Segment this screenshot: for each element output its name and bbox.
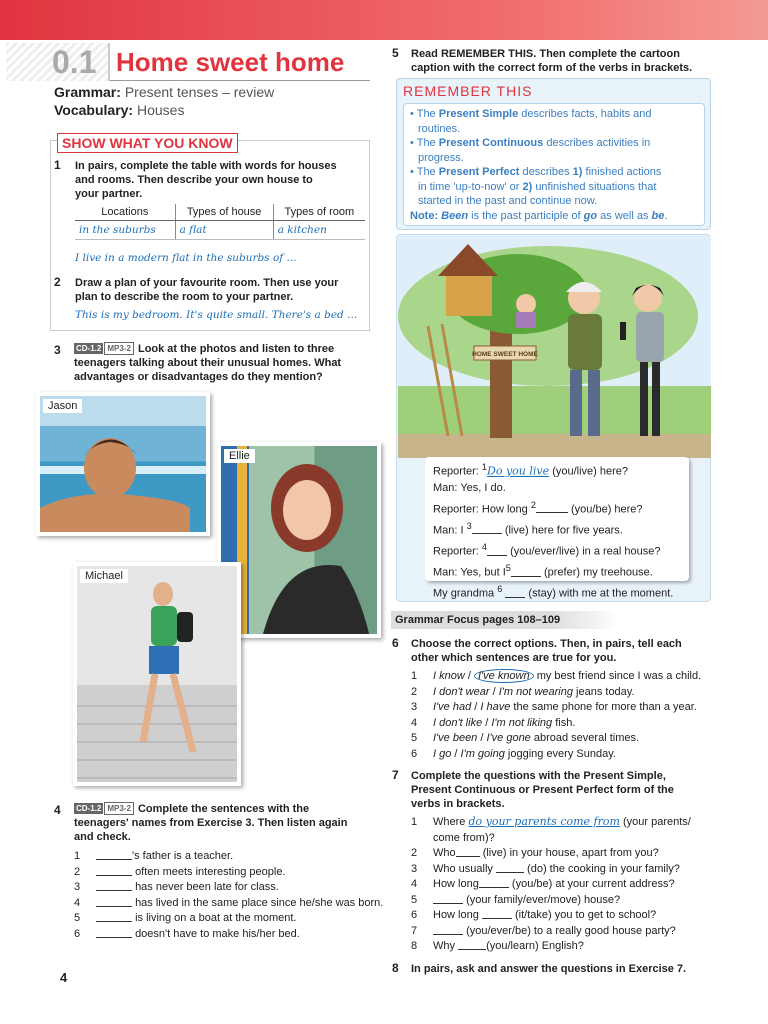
item-number: 4 — [74, 896, 81, 909]
item-number: 1 — [74, 850, 81, 862]
caption-line — [433, 560, 681, 581]
photo-label: Ellie — [224, 449, 255, 463]
item-number: 2 — [411, 847, 418, 859]
list-item — [411, 747, 731, 763]
list-item — [74, 896, 384, 912]
exercise-7-instruction — [411, 769, 731, 811]
tense-name: Present Continuous — [438, 137, 544, 149]
exercise-5-number: 5 — [392, 46, 399, 60]
speaker: Man: — [433, 482, 458, 495]
list-item — [74, 911, 384, 927]
item-text: is living on a boat at the moment. — [135, 912, 297, 924]
answer-blank[interactable] — [96, 866, 132, 876]
photo-michael — [73, 562, 241, 786]
page-number: 4 — [60, 970, 68, 985]
item-text: has never been late for class. — [135, 881, 279, 893]
exercise-8-instruction: In pairs, ask and answer the questions in Exercise 7. — [411, 963, 687, 975]
exercise-2-number: 2 — [54, 275, 61, 289]
ex3-line: advantages or disadvantages do they mention? — [74, 371, 323, 383]
option-b[interactable]: I've gone — [486, 732, 531, 744]
speaker: Reporter: — [433, 503, 479, 516]
photo-ellie — [217, 442, 381, 638]
answer-blank[interactable] — [96, 928, 132, 938]
ex4-line: teenagers' names from Exercise 3. Then listen again — [74, 817, 348, 829]
ex3-line: Look at the photos and listen to three — [137, 343, 335, 355]
rule-text: describes facts, habits and — [521, 108, 652, 120]
caption-text: How long — [481, 503, 528, 516]
list-item — [74, 927, 384, 943]
rule-text: unfinished situations that — [535, 180, 657, 193]
caption-line — [433, 480, 681, 497]
mp3-badge: MP3-2 — [104, 342, 134, 355]
item-text: (you/be) at your current address? — [511, 878, 675, 890]
item-text: doesn't have to make his/her bed. — [135, 927, 300, 940]
exercise-5-instruction — [411, 47, 731, 75]
caption-line — [433, 581, 681, 602]
exercise-4-instruction — [74, 802, 374, 844]
option-separator: / — [492, 685, 496, 698]
caption-text: I — [460, 524, 464, 537]
item-number: 5 — [74, 912, 81, 924]
item-number: 3 — [411, 862, 418, 875]
item-text: (it/take) you to get to school? — [514, 909, 657, 921]
cd-badge: CD-1.2 — [76, 804, 102, 813]
caption-line — [433, 459, 681, 480]
item-text: my best friend since I was a child. — [536, 670, 702, 682]
item-number: 4 — [411, 716, 418, 729]
list-item — [411, 908, 731, 924]
photo-label: Jason — [43, 399, 82, 413]
list-item — [411, 862, 731, 878]
ex6-line: Choose the correct options. Then, in pairs, tell each — [411, 638, 682, 650]
ex4-line: Complete the sentences with the — [137, 803, 310, 815]
item-number: 2 — [411, 685, 418, 698]
gap-number: 2 — [530, 499, 536, 510]
michael-illustration — [77, 566, 241, 786]
list-item — [411, 685, 731, 701]
photo-jason — [36, 392, 210, 536]
top-color-band — [0, 0, 768, 40]
answer-blank[interactable] — [96, 912, 132, 922]
caption-text: Yes, I do. — [460, 482, 506, 495]
item-text: the same phone for more than a year. — [513, 701, 697, 713]
show-what-you-know-title: SHOW WHAT YOU KNOW — [57, 133, 238, 153]
rule-text: The — [416, 137, 436, 149]
rule-text: The — [416, 166, 436, 178]
speaker: Reporter: — [433, 545, 479, 558]
answer-blank[interactable] — [511, 567, 541, 577]
answer-blank[interactable] — [496, 863, 524, 873]
item-text: often meets interesting people. — [135, 865, 286, 878]
exercise-4-list — [74, 849, 384, 942]
item-number: 5 — [411, 893, 418, 906]
exercise-6-list — [411, 669, 731, 762]
list-item — [411, 924, 731, 940]
ex6-line: other which sentences are true for you. — [411, 652, 617, 664]
item-text: Where — [433, 816, 466, 828]
speaker: Man: — [433, 524, 458, 537]
list-item — [74, 880, 384, 896]
exercise-1-instruction — [75, 159, 369, 201]
tense-name: Present Simple — [438, 108, 519, 120]
ex1-line: your partner. — [75, 188, 143, 200]
item-number: 5 — [411, 732, 418, 744]
rule-text: in time 'up-to-now' or — [418, 180, 520, 193]
rule-text: routines. — [418, 122, 461, 135]
speaker: Man: — [433, 566, 458, 579]
item-text: Who — [433, 847, 456, 859]
ex4-line: and check. — [74, 831, 131, 843]
exercise-2-instruction — [75, 276, 369, 304]
answer-blank[interactable] — [487, 546, 507, 556]
table-header: Types of room — [273, 204, 365, 221]
remember-title: REMEMBER THIS — [403, 83, 533, 99]
cartoon-caption — [425, 457, 689, 600]
option-a[interactable]: I know — [433, 670, 465, 682]
note-word: be — [651, 209, 665, 222]
item-text: How long — [433, 878, 479, 890]
option-a[interactable]: I go — [433, 747, 452, 760]
item-number: 7 — [411, 924, 418, 937]
answer-blank[interactable] — [536, 503, 568, 513]
rule-marker: 1) — [572, 166, 583, 178]
answer-blank[interactable] — [479, 878, 509, 888]
remember-this-box — [396, 78, 711, 230]
exercise-7-list — [411, 814, 731, 955]
gap-number: 1 — [481, 462, 488, 472]
answer-blank[interactable] — [472, 524, 502, 534]
caption-text: Yes, but I — [460, 566, 506, 579]
option-a[interactable]: I don't like — [433, 716, 483, 729]
option-separator: / — [474, 701, 478, 713]
item-number: 6 — [411, 909, 418, 921]
cartoon-sign: HOME SWEET HOME — [472, 351, 538, 358]
grammar-focus-link[interactable]: Grammar Focus pages 108–109 — [391, 611, 619, 629]
list-item — [411, 716, 731, 732]
list-item — [74, 849, 384, 865]
rule-text: progress. — [418, 151, 464, 164]
item-number: 2 — [74, 865, 81, 878]
exercise-8-number: 8 — [392, 961, 399, 975]
houses-table — [75, 204, 365, 240]
gap-number: 6 — [497, 584, 503, 595]
item-text: fish. — [555, 716, 576, 729]
item-number: 3 — [411, 701, 418, 713]
exercise-3-instruction — [74, 342, 374, 384]
answer-blank[interactable] — [433, 925, 463, 935]
ex7-line: verbs in brackets. — [411, 798, 505, 810]
item-text: (you/learn) English? — [486, 940, 584, 952]
ex1-line: In pairs, complete the table with words for houses — [75, 160, 337, 172]
option-separator: / — [485, 716, 489, 729]
tense-name: Present Perfect — [438, 166, 520, 178]
answer-blank[interactable] — [456, 847, 480, 857]
grammar-vocab — [54, 83, 374, 119]
caption-text: (stay) with me at the moment. — [528, 587, 674, 600]
lesson-title: Home sweet home — [108, 43, 344, 81]
filled-answer: do your parents come from — [468, 815, 620, 828]
item-text: (your family/ever/move) house? — [466, 893, 621, 906]
note-text: as well as — [600, 209, 649, 222]
ex1-line: and rooms. Then describe your own house to — [75, 174, 313, 186]
list-item — [411, 731, 731, 747]
exercise-3-number: 3 — [54, 343, 61, 357]
list-item — [411, 893, 731, 909]
option-b-selected[interactable]: I've known — [474, 669, 534, 683]
ex3-line: teenagers talking about their unusual homes. What — [74, 357, 342, 369]
table-header: Locations — [75, 204, 175, 221]
answer-blank[interactable] — [505, 588, 525, 598]
item-number: 1 — [411, 816, 418, 828]
filled-answer: Do you live — [487, 464, 550, 478]
list-item — [411, 846, 731, 862]
gap-number: 3 — [466, 520, 472, 531]
caption-text: My grandma — [433, 587, 495, 600]
option-a[interactable]: I don't wear — [433, 685, 490, 698]
exercise-7-number: 7 — [392, 768, 399, 782]
item-number: 3 — [74, 881, 81, 893]
ellie-illustration — [221, 446, 381, 638]
option-a[interactable]: I've been — [433, 732, 478, 744]
grammar-label: Grammar: — [54, 84, 121, 100]
caption-line — [433, 497, 681, 518]
caption-text: (you/be) here? — [571, 503, 643, 516]
table-cell: in the suburbs — [75, 221, 175, 240]
exercise-4-number: 4 — [54, 803, 61, 817]
item-text: (your parents/ — [623, 816, 691, 828]
caption-line — [433, 518, 681, 539]
list-item — [411, 814, 731, 831]
answer-blank[interactable] — [96, 897, 132, 907]
answer-blank[interactable] — [458, 940, 486, 950]
rule-text: finished actions — [585, 166, 662, 178]
table-header: Types of house — [175, 204, 273, 221]
answer-blank[interactable] — [482, 909, 512, 919]
cartoon-panel — [396, 234, 711, 602]
option-separator: / — [480, 732, 484, 744]
answer-blank[interactable] — [96, 850, 132, 860]
item-text: has lived in the same place since he/she was born. — [135, 896, 384, 909]
item-text: How long — [433, 909, 479, 921]
note-text: . — [664, 209, 668, 222]
item-number: 4 — [411, 878, 418, 890]
caption-text: (prefer) my treehouse. — [543, 566, 653, 579]
item-text: Who usually — [433, 862, 493, 875]
ex7-line: Complete the questions with the Present Simple, — [411, 770, 666, 782]
speaker: Reporter: — [433, 465, 479, 478]
list-item — [411, 669, 731, 685]
option-b[interactable]: I have — [480, 701, 511, 713]
option-a[interactable]: I've had — [433, 701, 472, 713]
item-text: jogging every Sunday. — [507, 747, 616, 760]
option-b[interactable]: I'm not liking — [491, 716, 553, 729]
item-text: Why — [433, 940, 455, 952]
ex5-line: caption with the correct form of the verbs in brackets. — [411, 62, 693, 74]
item-text: (you/ever/be) to a really good house party? — [466, 924, 676, 937]
remember-content: • The Present Simple describes facts, habits and routines. • The Present Continuous describes activities in progress. • The Present Perfect describes 1) finished actions in time 'up-to-now' or 2) unfinished situations that started in the past and continue now. Note: Been is the past participle of go as well as be. — [403, 103, 705, 226]
exercise-2-answer: This is my bedroom. It's quite small. There's a bed ... — [75, 309, 358, 321]
jason-illustration — [40, 396, 210, 536]
vocab-value: Houses — [137, 102, 185, 118]
item-text: abroad several times. — [533, 732, 640, 744]
list-item — [411, 939, 731, 955]
option-b[interactable]: I'm not wearing — [498, 685, 573, 698]
note-word: go — [583, 209, 598, 222]
note-text: is the past participle of — [471, 209, 581, 222]
gap-number: 5 — [505, 563, 511, 574]
ex7-line: Present Continuous or Present Perfect form of the — [411, 784, 674, 796]
caption-text: (live) here for five years. — [504, 524, 623, 537]
mp3-badge: MP3-2 — [104, 802, 134, 815]
rule-marker: 2) — [522, 180, 533, 193]
gap-number: 4 — [481, 541, 488, 552]
list-item-continued: come from)? — [433, 831, 495, 844]
rule-text: describes — [522, 166, 570, 178]
lesson-header — [6, 43, 370, 81]
caption-line — [433, 539, 681, 560]
note-label: Note: — [410, 209, 439, 222]
table-cell: a kitchen — [273, 221, 365, 240]
caption-text: (you/live) here? — [552, 465, 629, 478]
item-number: 6 — [411, 747, 418, 760]
item-text: (live) in your house, apart from you? — [482, 847, 659, 859]
exercise-6-number: 6 — [392, 636, 399, 650]
note-word: Been — [441, 209, 469, 222]
item-number: 1 — [411, 670, 418, 682]
item-number: 6 — [74, 927, 81, 940]
item-text: jeans today. — [576, 685, 635, 698]
answer-blank[interactable] — [433, 894, 463, 904]
ex2-line: Draw a plan of your favourite room. Then use your — [75, 277, 339, 289]
option-b[interactable]: I'm going — [460, 747, 505, 760]
exercise-6-instruction — [411, 637, 731, 665]
show-what-you-know-box — [50, 135, 370, 331]
list-item — [411, 700, 731, 716]
item-text: 's father is a teacher. — [132, 850, 234, 862]
exercise-1-answer: I live in a modern flat in the suburbs of ... — [75, 252, 297, 264]
caption-text: (you/ever/live) in a real house? — [510, 545, 661, 558]
rule-text: started in the past and continue now. — [418, 195, 598, 207]
vocab-label: Vocabulary: — [54, 102, 134, 118]
exercise-1-number: 1 — [54, 158, 61, 172]
answer-blank[interactable] — [96, 881, 132, 891]
ex5-line: Read REMEMBER THIS. Then complete the cartoon — [411, 48, 680, 60]
cd-badge: CD-1.2 — [76, 344, 102, 353]
ex2-line: plan to describe the room to your partner. — [75, 291, 294, 303]
rule-text: describes activities in — [546, 137, 651, 149]
cartoon-illustration — [398, 236, 711, 458]
table-cell: a flat — [175, 221, 273, 240]
item-number: 8 — [411, 940, 418, 952]
item-text: (do) the cooking in your family? — [527, 862, 680, 875]
option-separator: / — [467, 670, 471, 682]
option-separator: / — [454, 747, 458, 760]
page — [6, 40, 763, 1015]
list-item — [411, 877, 731, 893]
lesson-number: 0.1 — [6, 43, 108, 81]
grammar-value: Present tenses – review — [124, 84, 275, 100]
list-item — [74, 865, 384, 881]
rule-text: The — [416, 108, 436, 120]
photo-label: Michael — [80, 569, 128, 583]
